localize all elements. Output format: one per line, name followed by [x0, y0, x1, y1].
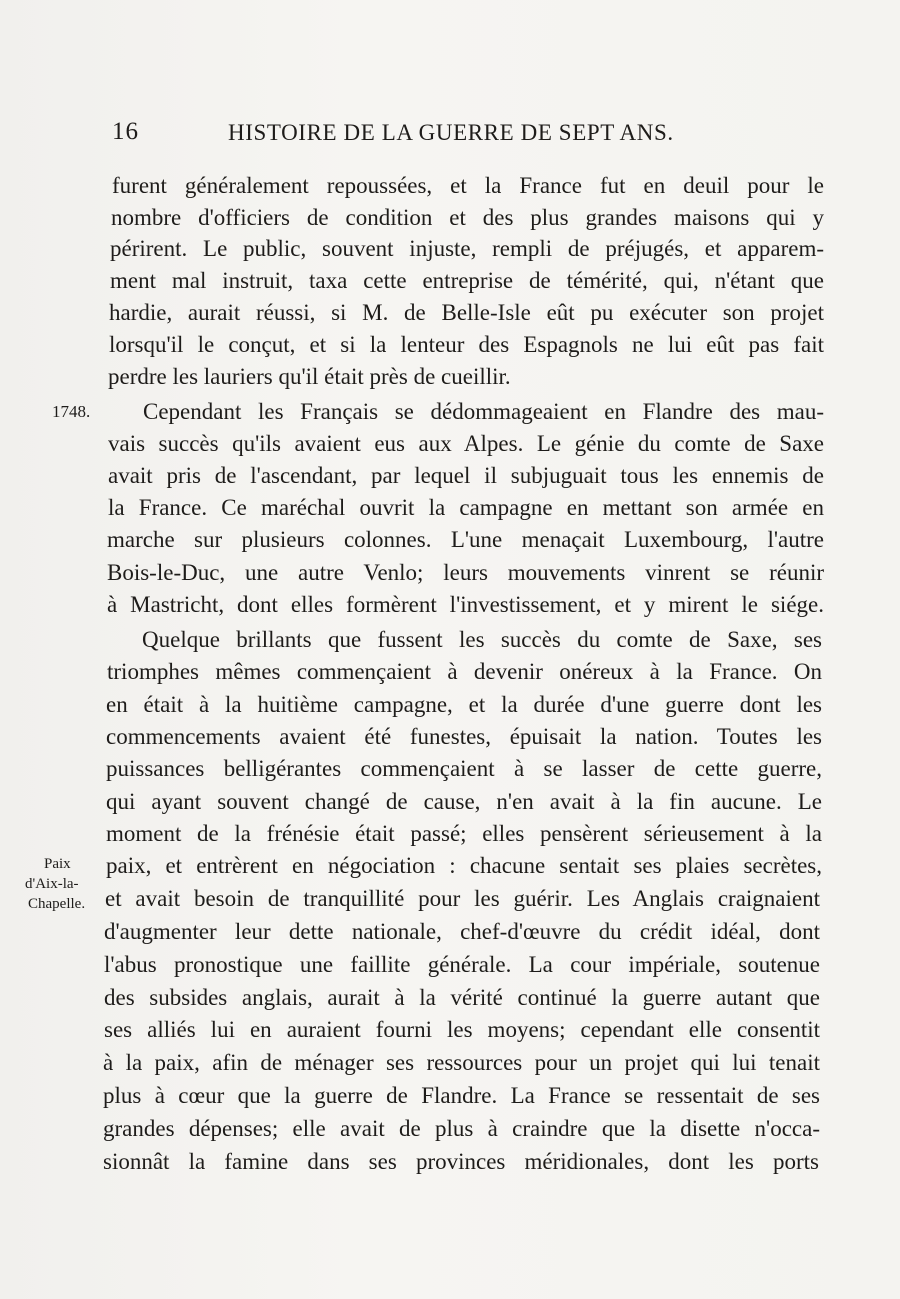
text-line: la France. Ce maréchal ouvrit la campagne en mettant son armée en	[108, 495, 824, 520]
text-line: l'abus pronostique une faillite générale. La cour impériale, soutenue	[104, 952, 820, 977]
text-line: vais succès qu'ils avaient eus aux Alpes. Le génie du comte de Saxe	[108, 431, 824, 456]
page-number: 16	[112, 118, 139, 145]
text-line: et avait besoin de tranquillité pour les guérir. Les Anglais craignaient	[105, 886, 820, 911]
text-line: perdre les lauriers qu'il était près de cueillir.	[108, 364, 511, 389]
text-line: grandes dépenses; elle avait de plus à craindre que la disette n'occa-	[103, 1116, 820, 1141]
text-line: hardie, aurait réussi, si M. de Belle-Isle eût pu exécuter son projet	[109, 300, 824, 325]
text-line: à la paix, afin de ménager ses ressources pour un projet qui lui tenait	[103, 1050, 820, 1075]
text-line: sionnât la famine dans ses provinces méridionales, dont les ports	[103, 1149, 819, 1174]
margin-note-year: 1748.	[52, 402, 91, 421]
text-line: ment mal instruit, taxa cette entreprise de témérité, qui, n'étant que	[110, 268, 824, 293]
text-line: moment de la frénésie était passé; elles pensèrent sérieusement à la	[106, 821, 822, 846]
margin-note-line: Paix	[44, 856, 71, 872]
text-line: Cependant les Français se dédommageaient en Flandre des mau-	[143, 399, 824, 424]
margin-note-line: Chapelle.	[28, 896, 86, 912]
text-line: furent généralement repoussées, et la France fut en deuil pour le	[112, 173, 824, 198]
text-line: lorsqu'il le conçut, et si la lenteur des Espagnols ne lui eût pas fait	[109, 332, 824, 357]
text-line: en était à la huitième campagne, et la durée d'une guerre dont les	[106, 692, 822, 717]
text-line: commencements avaient été funestes, épuisait la nation. Toutes les	[106, 724, 822, 749]
page-header	[112, 118, 712, 154]
margin-note-line: d'Aix-la-	[25, 876, 79, 892]
text-line: périrent. Le public, souvent injuste, rempli de préjugés, et apparem-	[110, 236, 824, 261]
text-line: ses alliés lui en auraient fourni les moyens; cependant elle consentit	[104, 1017, 820, 1042]
text-line: plus à cœur que la guerre de Flandre. La France se ressentait de ses	[103, 1083, 820, 1108]
text-line: Quelque brillants que fussent les succès du comte de Saxe, ses	[142, 627, 822, 652]
text-line: d'augmenter leur dette nationale, chef-d'œuvre du crédit idéal, dont	[104, 919, 820, 944]
text-line: à Mastricht, dont elles formèrent l'investissement, et y mirent le siége.	[107, 592, 824, 617]
text-line: marche sur plusieurs colonnes. L'une menaçait Luxembourg, l'autre	[107, 527, 824, 552]
text-line: triomphes mêmes commençaient à devenir onéreux à la France. On	[107, 659, 822, 684]
text-line: Bois-le-Duc, une autre Venlo; leurs mouvements vinrent se réunir	[107, 560, 824, 585]
text-line: des subsides anglais, aurait à la vérité continué la guerre autant que	[104, 985, 820, 1010]
text-line: puissances belligérantes commençaient à se lasser de cette guerre,	[106, 756, 822, 781]
running-title: HISTOIRE DE LA GUERRE DE SEPT ANS.	[228, 120, 674, 145]
text-line: avait pris de l'ascendant, par lequel il subjuguait tous les ennemis de	[108, 463, 824, 488]
text-line: paix, et entrèrent en négociation : chacune sentait ses plaies secrètes,	[106, 853, 822, 878]
text-line: qui ayant souvent changé de cause, n'en avait à la fin aucune. Le	[106, 789, 822, 814]
text-line: nombre d'officiers de condition et des plus grandes maisons qui y	[111, 205, 824, 230]
